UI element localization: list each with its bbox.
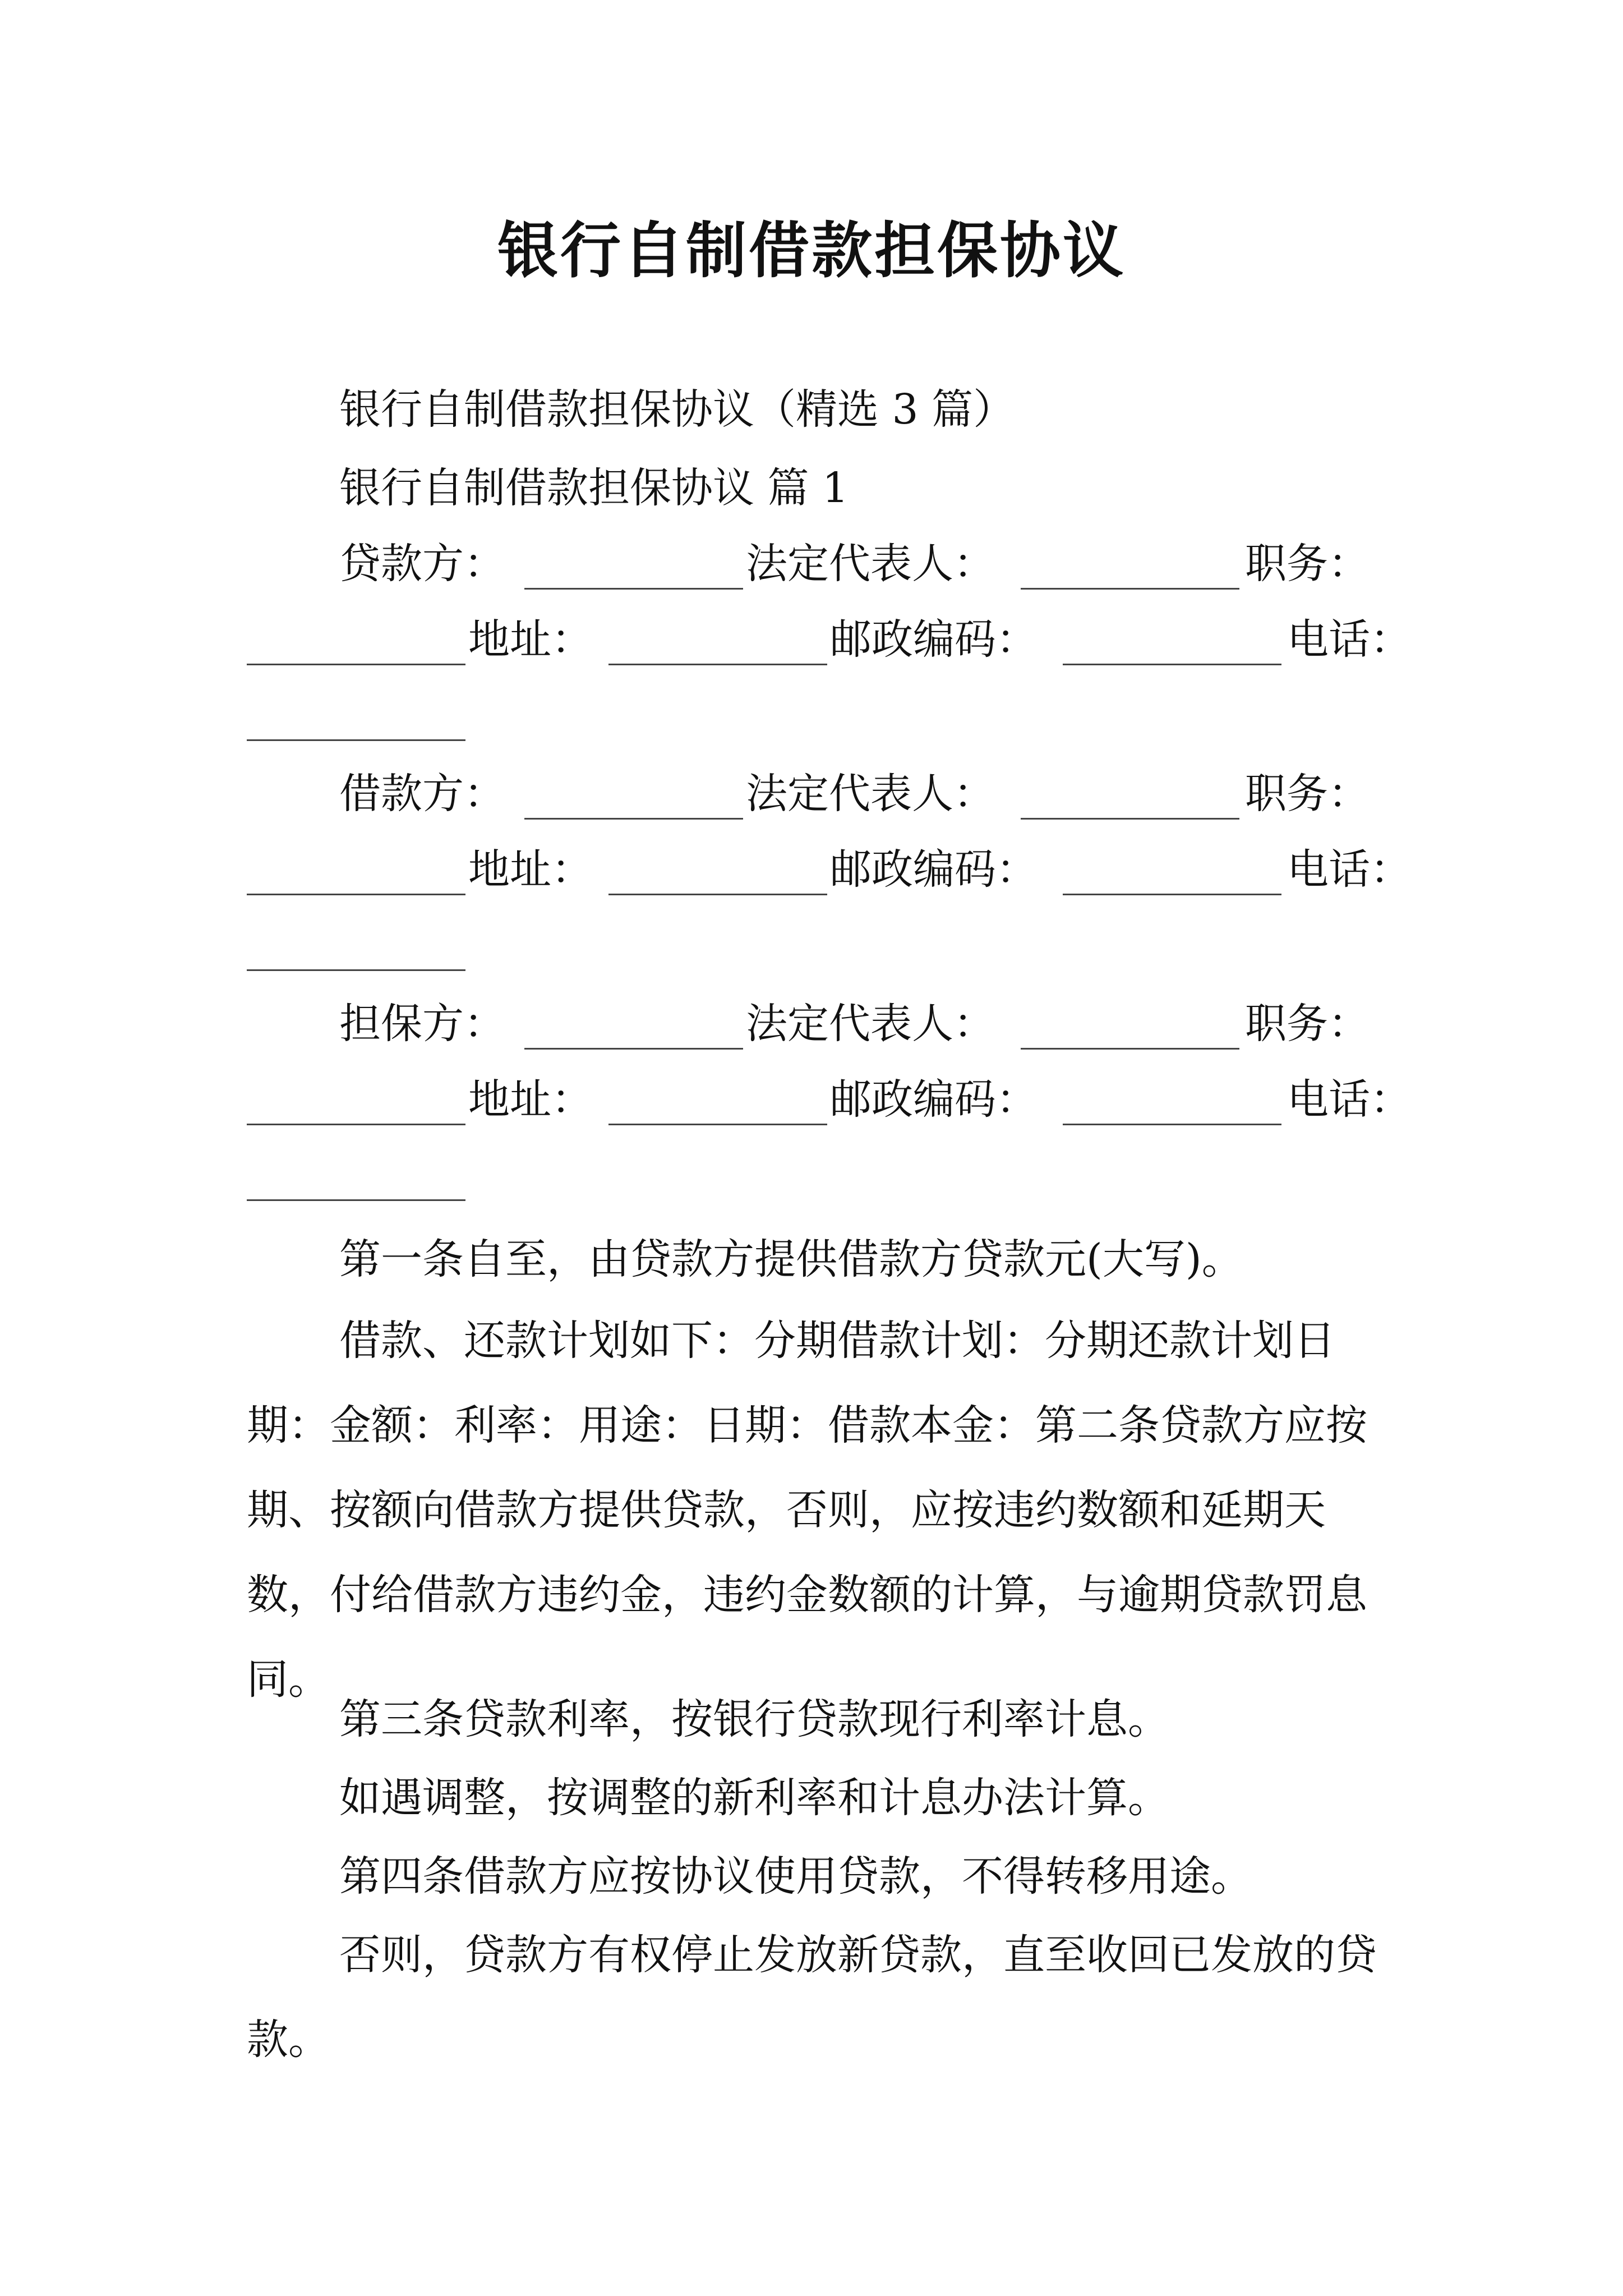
guarantor-phone-blank[interactable] — [247, 1199, 465, 1201]
lender-postal-blank[interactable] — [1063, 664, 1281, 665]
guarantor-postal-blank[interactable] — [1063, 1124, 1281, 1125]
lender-address-label: 地址： — [468, 615, 593, 664]
borrower-phone-blank[interactable] — [247, 969, 465, 971]
guarantor-legal-rep-blank[interactable] — [1021, 1048, 1239, 1050]
article-4: 第四条借款方应按协议使用贷款，不得转移用途。 — [339, 1852, 1252, 1901]
lender-phone-blank[interactable] — [247, 739, 465, 741]
article-3: 第三条贷款利率，按银行贷款现行利率计息。 — [339, 1695, 1169, 1743]
guarantor-postal-label: 邮政编码： — [830, 1075, 1038, 1124]
guarantor-position-blank[interactable] — [247, 1124, 465, 1125]
borrower-postal-label: 邮政编码： — [830, 845, 1038, 894]
lender-address-blank[interactable] — [608, 664, 827, 665]
article-1: 第一条自至，由贷款方提供借款方贷款元(大写)。 — [339, 1235, 1243, 1283]
paragraph-repayment-plan: 借款、还款计划如下：分期借款计划：分期还款计划日期：金额：利率：用途：日期：借款本金：第二条贷款方应按期、按额向借款方提供贷款，否则，应按违约数额和延期天数，付给借款方违约金，违约金数额的计算，与逾期贷款罚息同。 — [247, 1317, 1367, 1704]
lender-legal-rep-label: 法定代表人： — [746, 540, 995, 588]
part-heading: 银行自制借款担保协议 篇 1 — [339, 464, 849, 512]
lender-legal-rep-blank[interactable] — [1021, 588, 1239, 590]
borrower-address-label: 地址： — [468, 845, 593, 894]
guarantor-address-label: 地址： — [468, 1075, 593, 1124]
borrower-legal-rep-blank[interactable] — [1021, 818, 1239, 820]
borrower-label: 借款方： — [339, 770, 505, 818]
borrower-phone-label: 电话： — [1287, 845, 1412, 894]
guarantor-phone-label: 电话： — [1287, 1075, 1412, 1124]
article-3-continued: 如遇调整，按调整的新利率和计息办法计算。 — [339, 1774, 1169, 1822]
subtitle: 银行自制借款担保协议（精选 3 篇） — [339, 385, 1015, 434]
lender-name-blank[interactable] — [524, 588, 743, 590]
lender-position-blank[interactable] — [247, 664, 465, 665]
guarantor-address-blank[interactable] — [608, 1124, 827, 1125]
lender-position-label: 职务： — [1245, 540, 1370, 588]
document-title: 银行自制借款担保协议 — [497, 215, 1126, 286]
borrower-address-blank[interactable] — [608, 894, 827, 895]
borrower-name-blank[interactable] — [524, 818, 743, 820]
borrower-postal-blank[interactable] — [1063, 894, 1281, 895]
borrower-legal-rep-label: 法定代表人： — [746, 770, 995, 818]
lender-phone-label: 电话： — [1287, 615, 1412, 664]
lender-label: 贷款方： — [339, 540, 505, 588]
lender-postal-label: 邮政编码： — [830, 615, 1038, 664]
guarantor-position-label: 职务： — [1245, 1000, 1370, 1048]
guarantor-name-blank[interactable] — [524, 1048, 743, 1050]
guarantor-label: 担保方： — [339, 1000, 505, 1048]
article-4-continued: 否则，贷款方有权停止发放新贷款，直至收回已发放的贷款。 — [247, 1931, 1377, 2064]
borrower-position-blank[interactable] — [247, 894, 465, 895]
borrower-position-label: 职务： — [1245, 770, 1370, 818]
guarantor-legal-rep-label: 法定代表人： — [746, 1000, 995, 1048]
